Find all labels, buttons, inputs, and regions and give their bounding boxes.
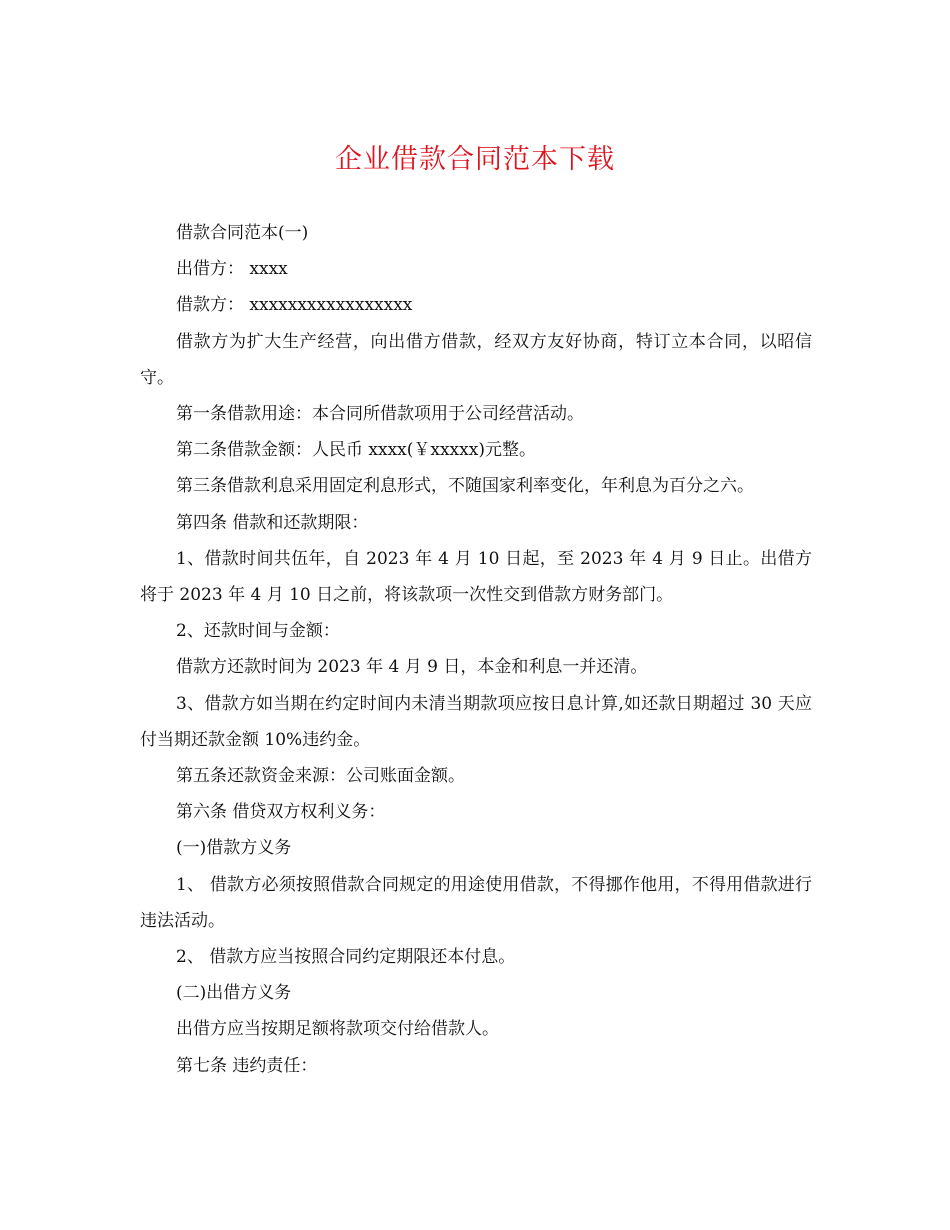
document-title: 企业借款合同范本下载 [335, 144, 615, 175]
paragraph-borrower-duty-2: 2、 借款方应当按照合同约定期限还本付息。 [176, 947, 516, 968]
paragraph-borrower-duty-1: 1、 借款方必须按照借款合同规定的用途使用借款，不得挪作他用，不得用借款进行违法活动。 [140, 874, 812, 931]
paragraph-article-7: 第七条 违约责任： [176, 1055, 318, 1076]
paragraph-article-2: 第二条借款金额：人民币 xxxx(￥xxxxx)元整。 [176, 440, 536, 461]
paragraph-repayment-date: 借款方还款时间为 2023 年 4 月 9 日，本金和利息一并还清。 [176, 657, 648, 678]
paragraph-article-1: 第一条借款用途：本合同所借款项用于公司经营活动。 [176, 404, 584, 425]
paragraph-article-4-item-2: 2、还款时间与金额： [176, 621, 340, 642]
paragraph-article-4-item-1: 1、借款时间共伍年，自 2023 年 4 月 10 日起，至 2023 年 4 月 9 日止。出借方将于 2023 年 4 月 10 日之前，将该款项一次性交到借款方财务部门。 [140, 548, 812, 606]
paragraph-preamble: 借款方为扩大生产经营，向出借方借款，经双方友好协商，特订立本合同，以昭信守。 [140, 331, 812, 388]
paragraph-borrower-duties: (一)借款方义务 [176, 838, 292, 859]
paragraph-article-4: 第四条 借款和还款期限： [176, 512, 369, 533]
paragraph-lender-duty-1: 出借方应当按期足额将款项交付给借款人。 [176, 1019, 499, 1040]
document-body [140, 215, 812, 1084]
paragraph-article-5: 第五条还款资金来源：公司账面金额。 [176, 766, 465, 787]
paragraph-article-6: 第六条 借贷双方权利义务： [176, 802, 386, 823]
paragraph-lender: 出借方： xxxx [176, 259, 288, 280]
paragraph-contract-heading: 借款合同范本(一) [176, 223, 309, 243]
paragraph-article-3: 第三条借款利息采用固定利息形式，不随国家利率变化，年利息为百分之六。 [176, 476, 754, 497]
paragraph-lender-duties: (二)出借方义务 [176, 983, 292, 1004]
paragraph-borrower: 借款方： xxxxxxxxxxxxxxxxx [176, 295, 413, 316]
paragraph-article-4-item-3: 3、借款方如当期在约定时间内未清当期款项应按日息计算,如还款日期超过 30 天应付当期还款金额 10%违约金。 [140, 693, 812, 750]
